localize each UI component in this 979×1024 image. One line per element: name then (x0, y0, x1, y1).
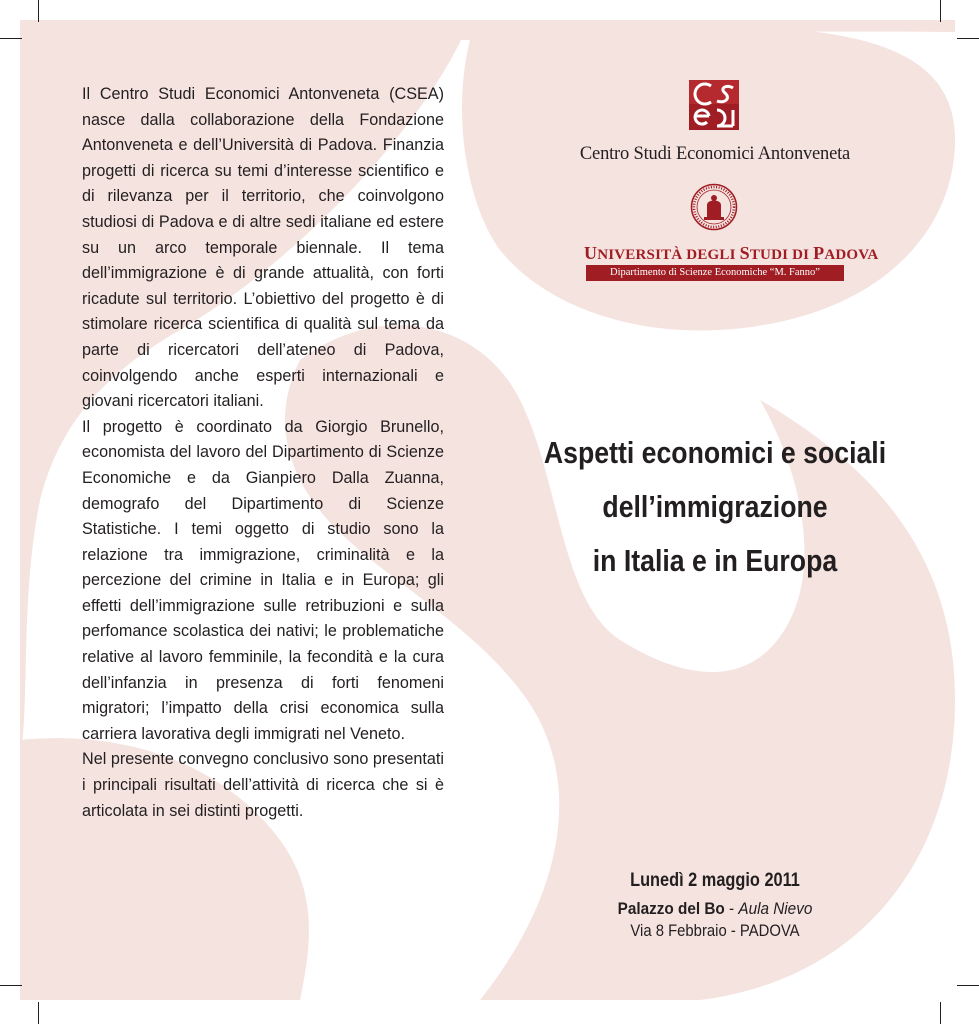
conference-title (530, 426, 900, 588)
event-address: Via 8 Febbraio - PADOVA (630, 922, 800, 940)
department-banner: Dipartimento di Scienze Economiche “M. Fanno” (586, 265, 844, 281)
crop-mark (957, 38, 979, 39)
intro-paragraph: Il Centro Studi Economici Antonveneta (CSEA) nasce dalla collaborazione della Fondazione Antonveneta e dell’Università di Padova. Finanzia progetti di ricerca su temi d’interesse scientifico e di rilevanza per il territorio, che coinvolgono studiosi di Padova e di altre sedi italiane ed estere su un arco temporale biennale. Il tema dell’immigrazione è di grande attualità, con forti ricadute sul territorio. L’obiettivo del progetto è di stimolare ricerca scientifica di qualità sul tema da parte di ricercatori dell’ateneo di Padova, coinvolgendo anche esperti internazionali e giovani ricercatori italiani. (82, 85, 444, 411)
university-name (584, 243, 879, 264)
title-line: in Italia e in Europa (592, 543, 838, 578)
csea-name: Centro Studi Economici Antonveneta (579, 144, 851, 164)
intro-paragraph: Nel presente convegno conclusivo sono presentati i principali risultati dell’attività di ricerca che si è articolata in sei distinti progetti. (82, 750, 444, 820)
venue-room: Aula Nievo (738, 899, 813, 918)
crop-mark (957, 985, 979, 986)
venue-separator: - (724, 899, 739, 918)
intro-paragraph: Il progetto è coordinato da Giorgio Brunello, economista del lavoro del Dipartimento di Scienze Economiche e da Gianpiero Dalla Zuanna, demografo del Dipartimento di Scienze Statistiche. I temi oggetto di studio sono la relazione tra immigrazione, criminalità e la percezione del crimine in Italia e in Europa; gli effetti dell’immigrazione sulle retribuzioni e sulla perfomance scolastica dei nativi; le problematiche relative al lavoro femminile, la fecondità e la cura dell’infanzia in presenza di forti fenomeni migratori; l’impatto della crisi economica sulla carriera lavorativa degli immigrati nel Veneto. (82, 417, 444, 743)
university-name-text: ADOVA (824, 247, 879, 263)
intro-text (82, 82, 444, 824)
csea-logo-icon (689, 80, 739, 130)
university-name-text: TUDI DI (749, 247, 814, 263)
crop-mark (0, 985, 22, 986)
university-name-text: NIVERSITÀ DEGLI (597, 247, 740, 263)
university-name-cap: P (813, 243, 825, 263)
crop-mark (0, 38, 22, 39)
venue-name: Palazzo del Bo (617, 899, 725, 918)
event-venue (576, 899, 855, 919)
title-line: dell’immigrazione (602, 489, 828, 524)
title-line: Aspetti economici e sociali (543, 435, 887, 470)
event-date: Lunedì 2 maggio 2011 (630, 870, 800, 891)
crop-mark (940, 1002, 941, 1024)
university-seal-icon (690, 183, 738, 231)
crop-mark (940, 0, 941, 22)
crop-mark (38, 0, 39, 22)
university-name-cap: U (584, 243, 598, 263)
university-name-cap: S (739, 243, 750, 263)
crop-mark (38, 1002, 39, 1024)
